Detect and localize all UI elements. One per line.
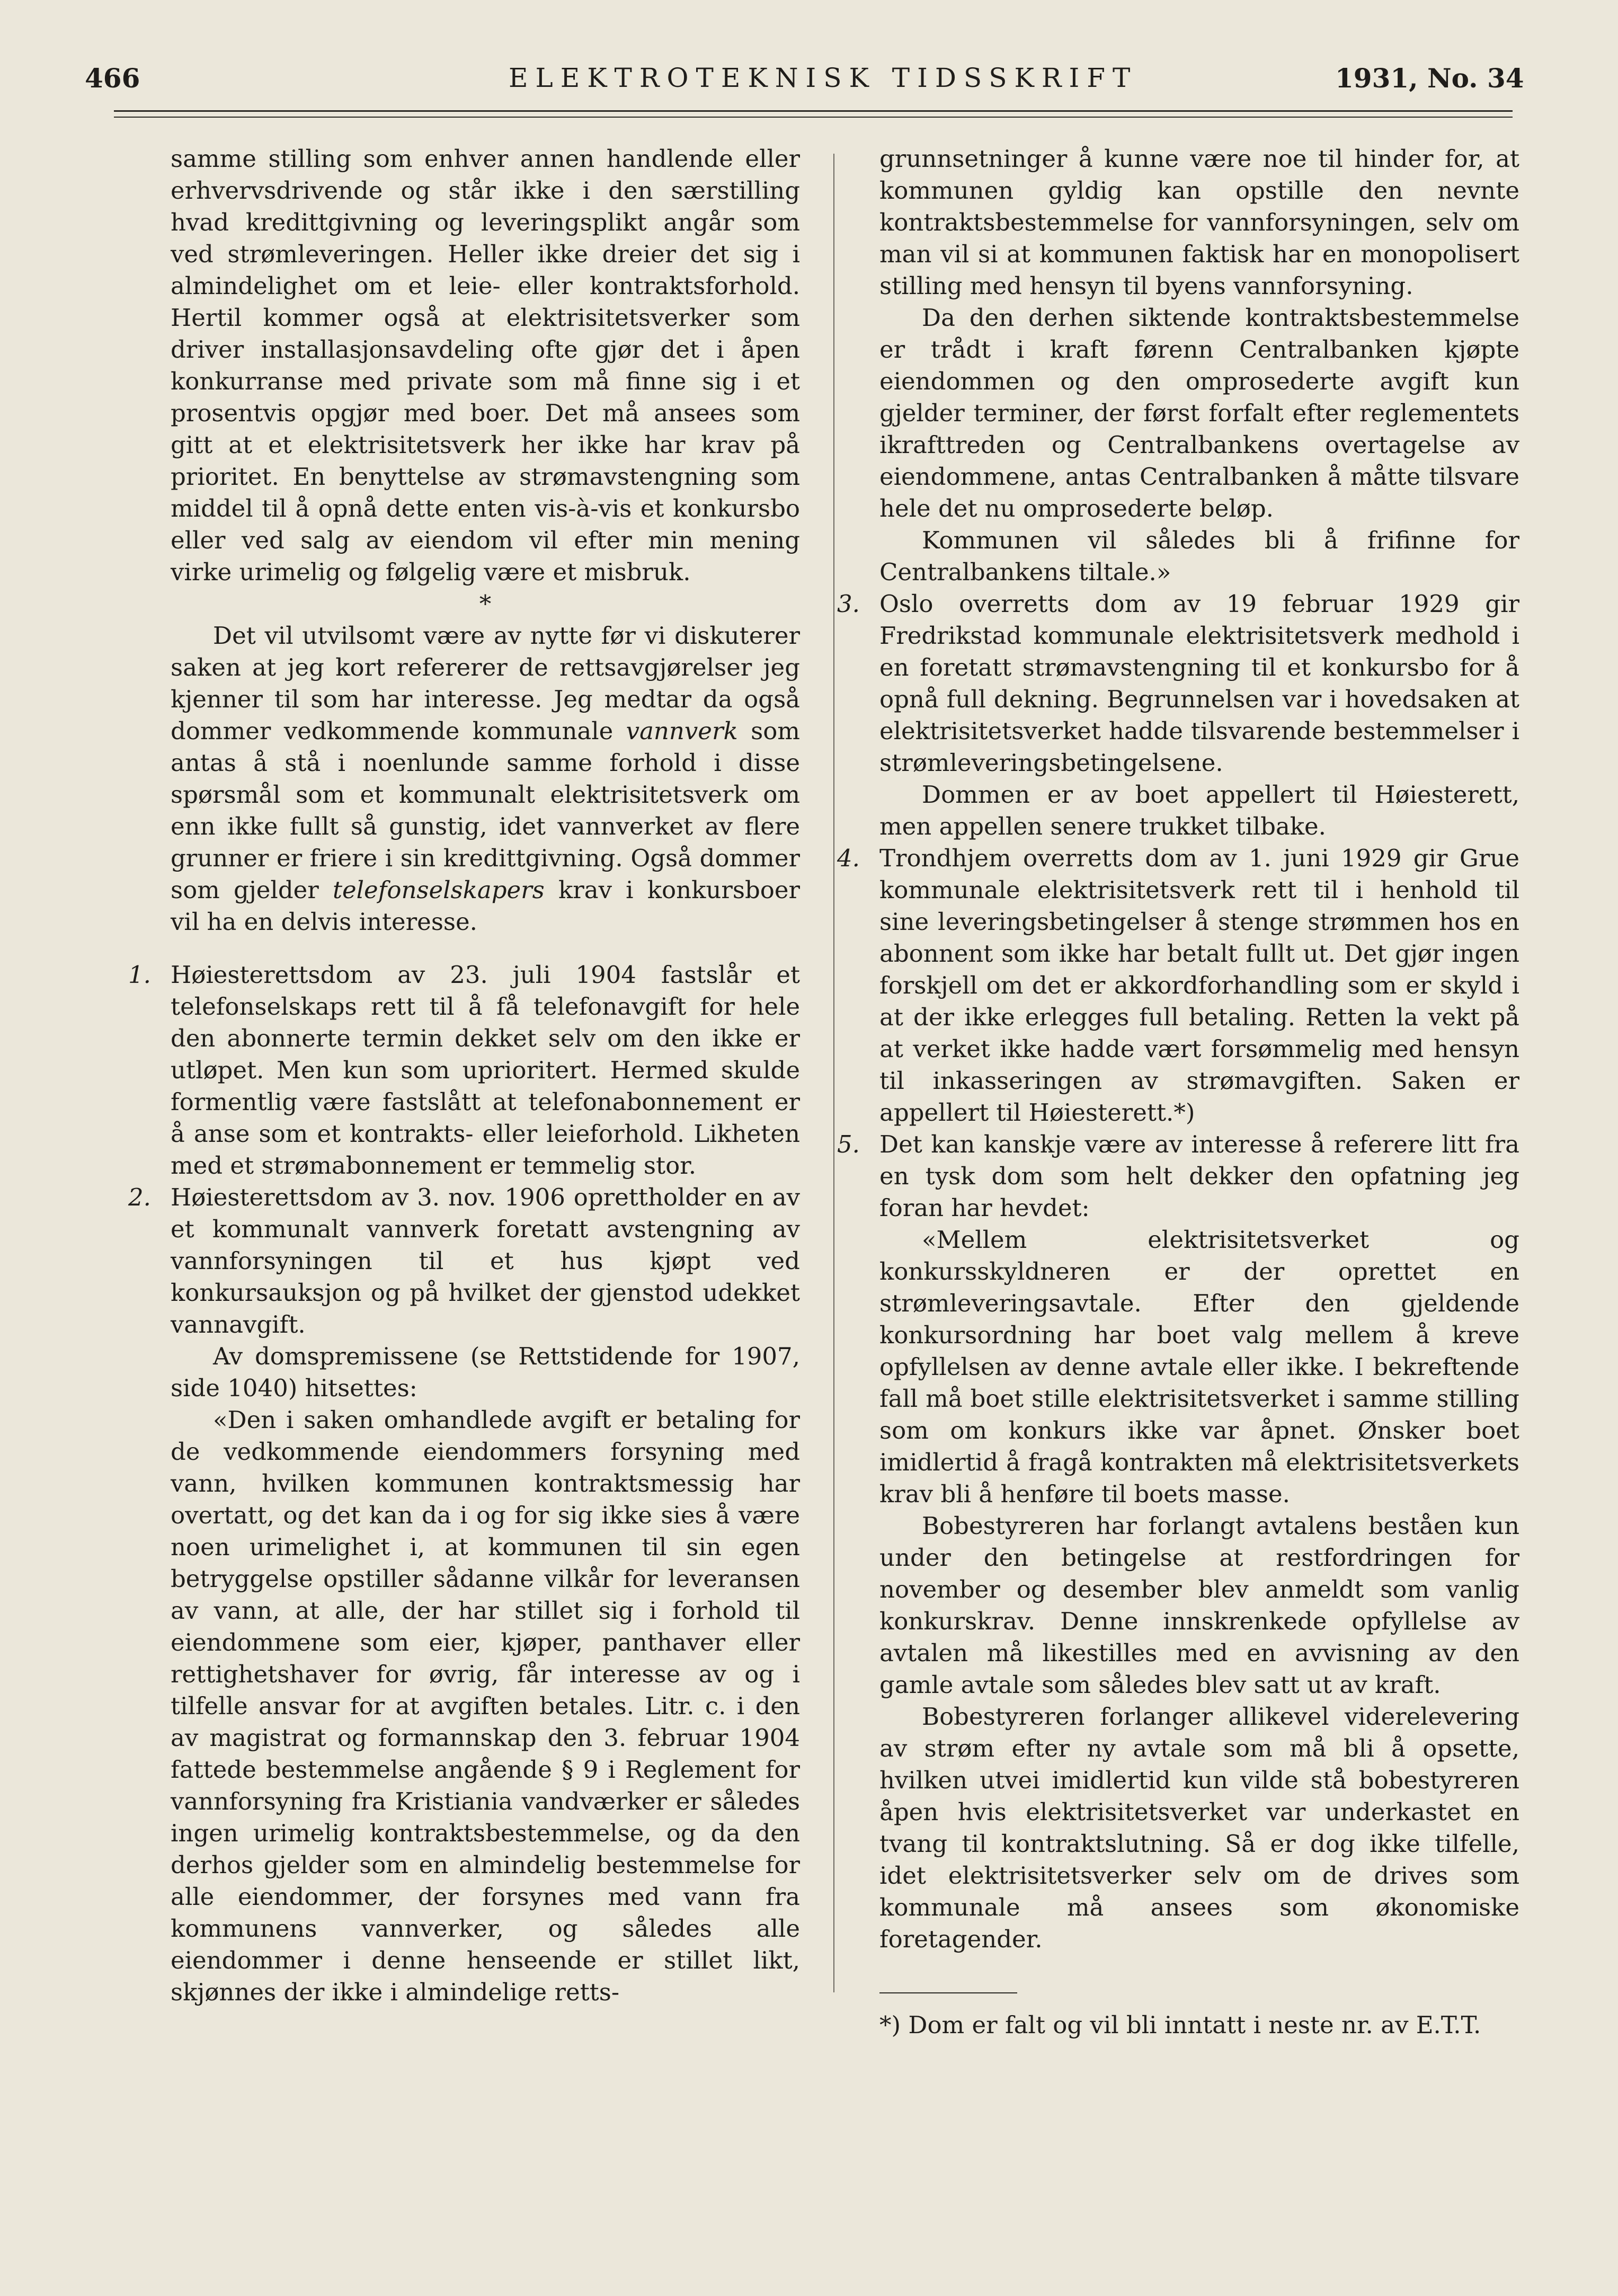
list-number: 1.: [128, 961, 151, 989]
list-number: 3.: [837, 590, 860, 618]
header-rule-thin: [114, 117, 1513, 118]
list-number: 2.: [128, 1183, 151, 1211]
journal-title: ELEKTROTEKNISK TIDSSKRIFT: [509, 63, 1138, 93]
list-number: 5.: [837, 1130, 860, 1158]
list-item: [128, 959, 800, 1182]
left-column: [128, 143, 800, 2008]
paragraph: Bobestyreren har forlangt avtalens beståen kun under den betingelse at restfordringen for november og desember blev anmeldt som vanlig konkurskrav. Denne innskrenkede opfyllelse av avtalen må likestilles med en avvisning av den gamle avtale som således blev satt ut av kraft.: [879, 1512, 1519, 1699]
paragraph: Høiesterettsdom av 3. nov. 1906 oprettholder en av et kommunalt vannverk foretatt avstengning av vannforsyningen til et hus kjøpt ved konkursauksjon og på hvilket der gjenstod udekket vannavgift.: [171, 1183, 800, 1338]
paragraph: Det kan kanskje være av interesse å referere litt fra en tysk dom som helt dekker den opfatning jeg foran har hevdet:: [879, 1130, 1519, 1222]
list-item: [128, 1182, 800, 2008]
paragraph: Trondhjem overretts dom av 1. juni 1929 gir Grue kommunale elektrisitetsverk rett til i henhold til sine leveringsbetingelser å stenge strømmen hos en abonnent som ikke har betalt fullt ut. Det gjør ingen forskjell om det er akkordforhandling som er skyld i at der ikke erlegges full betaling. Retten la vekt på at verket ikke hadde vært forsømmelig med hensyn til inkasseringen av strømavgiften. Saken er appellert til Høiesterett.*): [879, 844, 1519, 1127]
paragraph: Kommunen vil således bli å frifinne for Centralbankens tiltale.»: [879, 526, 1519, 586]
quotation: «Mellem elektrisitetsverket og konkursskyldneren er der oprettet en strømleveringsavtale. Efter den gjeldende konkursordning har boet valg mellem å kreve opfyllelsen av denne avtale eller ikke. I bekreftende fall må boet stille elektrisitetsverket i samme stilling som om konkurs ikke var åpnet. Ønsker boet imidlertid å fragå kontrakten må elektrisitetsverkets krav bli å henføre til boets masse.: [879, 1226, 1519, 1508]
page-number: 466: [85, 63, 140, 94]
quotation: «Den i saken omhandlede avgift er betaling for de vedkommende eiendommers forsyning med vann, hvilken kommunen kontraktsmessig har overtatt, og det kan da i og for sig ikke sies å være noen urimelighet i, at kommunen til sin egen betryggelse opstiller sådanne vilkår for leveransen av vann, at alle, der har stillet sig i forhold til eiendommene som eier, kjøper, panthaver eller rettighetshaver for øvrig, får interesse av og i tilfelle ansvar for at avgiften betales. Litr. c. i den av magistrat og formannskap den 3. februar 1904 fattede bestemmelse angående § 9 i Reglement for vannforsyning fra Kristiania vandværker er således ingen urimelig kontraktsbestemmelse, og da den derhos gjelder som en almindelig bestemmelse for alle eiendommer, der forsynes med vann fra kommunens vannverker, og således alle eiendommer i denne henseende er stillet likt, skjønnes der ikke i almindelige retts-: [171, 1406, 800, 2006]
paragraph: Bobestyreren forlanger allikevel viderelevering av strøm efter ny avtale som må bli å opsette, hvilken utvei imidlertid kun vilde stå bobestyreren åpen hvis elektrisitetsverket var underkastet en tvang til kontraktslutning. Så er dog ikke tilfelle, idet elektrisitetsverker selv om de drives som kommunale må ansees som økonomiske foretagender.: [879, 1703, 1519, 1953]
list-number: 4.: [837, 844, 860, 872]
paragraph: Høiesterettsdom av 23. juli 1904 fastslår et telefonselskaps rett til å få telefonavgift for hele den abonnerte termin dekket selv om den ikke er utløpet. Men kun som uprioritert. Hermed skulde formentlig være fastslått at telefonabonnement er å anse som et kontrakts- eller leieforhold. Likheten med et strømabonnement er temmelig stor.: [171, 961, 800, 1180]
issue-number: 1931, No. 34: [1335, 63, 1524, 94]
list-item: [837, 588, 1519, 843]
paragraph: Dommen er av boet appellert til Høiesterett, men appellen senere trukket tilbake.: [879, 781, 1519, 840]
footnote-rule: [879, 1992, 1017, 1993]
paragraph: samme stilling som enhver annen handlende eller erhvervsdrivende og står ikke i den særstilling hvad kredittgivning og leveringsplikt angår som ved strømleveringen. Heller ikke dreier det sig i almindelighet om et leie- eller kontraktsforhold. Hertil kommer også at elektrisitetsverker som driver installasjonsavdeling ofte gjør det i åpen konkurranse med private som må finne sig i et prosentvis opgjør med boer. Det må ansees som gitt at et elektrisitetsverk her ikke har krav på prioritet. En benyttelse av strømavstengning som middel til å opnå dette enten vis-à-vis et konkursbo eller ved salg av eiendom vil efter min mening virke urimelig og følgelig være et misbruk.: [171, 145, 800, 586]
section-separator: *: [479, 590, 492, 618]
list-item: [837, 843, 1519, 1129]
paragraph: grunnsetninger å kunne være noe til hinder for, at kommunen gyldig kan opstille den nevnte kontraktsbestemmelse for vannforsyningen, selv om man vil si at kommunen faktisk har en monopolisert stilling med hensyn til byens vannforsyning.: [879, 145, 1519, 300]
column-divider: [833, 154, 834, 1992]
paragraph: Det vil utvilsomt være av nytte før vi diskuterer saken at jeg kort refererer de rettsavgjørelser jeg kjenner til som har interesse. Jeg medtar da også dommer vedkommende kommunale vannverk som antas å stå i noenlunde samme forhold i disse spørsmål som et kommunalt elektrisitetsverk om enn ikke fullt så gunstig, idet vannverket av flere grunner er friere i sin kredittgivning. Også dommer som gjelder telefonselskapers krav i konkursboer vil ha en delvis interesse.: [171, 622, 800, 936]
right-column: [837, 143, 1519, 2041]
paragraph: Da den derhen siktende kontraktsbestemmelse er trådt i kraft førenn Centralbanken kjøpte eiendommen og den omprosederte avgift kun gjelder terminer, der først forfalt efter reglementets ikrafttreden og Centralbankens overtagelse av eiendommene, antas Centralbanken å måtte tilsvare hele det nu omprosederte beløp.: [879, 304, 1519, 522]
header-rule: [114, 110, 1513, 112]
paragraph: Av domspremissene (se Rettstidende for 1907, side 1040) hitsettes:: [171, 1342, 800, 1402]
paragraph: Oslo overretts dom av 19 februar 1929 gir Fredrikstad kommunale elektrisitetsverk medhold i en foretatt strømavstengning til et konkursbo for å opnå full dekning. Begrunnelsen var i hovedsaken at elektrisitetsverket hadde tilsvarende bestemmelser i strømleveringsbetingelsene.: [879, 590, 1519, 777]
list-item: [837, 1129, 1519, 1955]
footnote: *) Dom er falt og vil bli inntatt i neste nr. av E.T.T.: [879, 2011, 1481, 2039]
